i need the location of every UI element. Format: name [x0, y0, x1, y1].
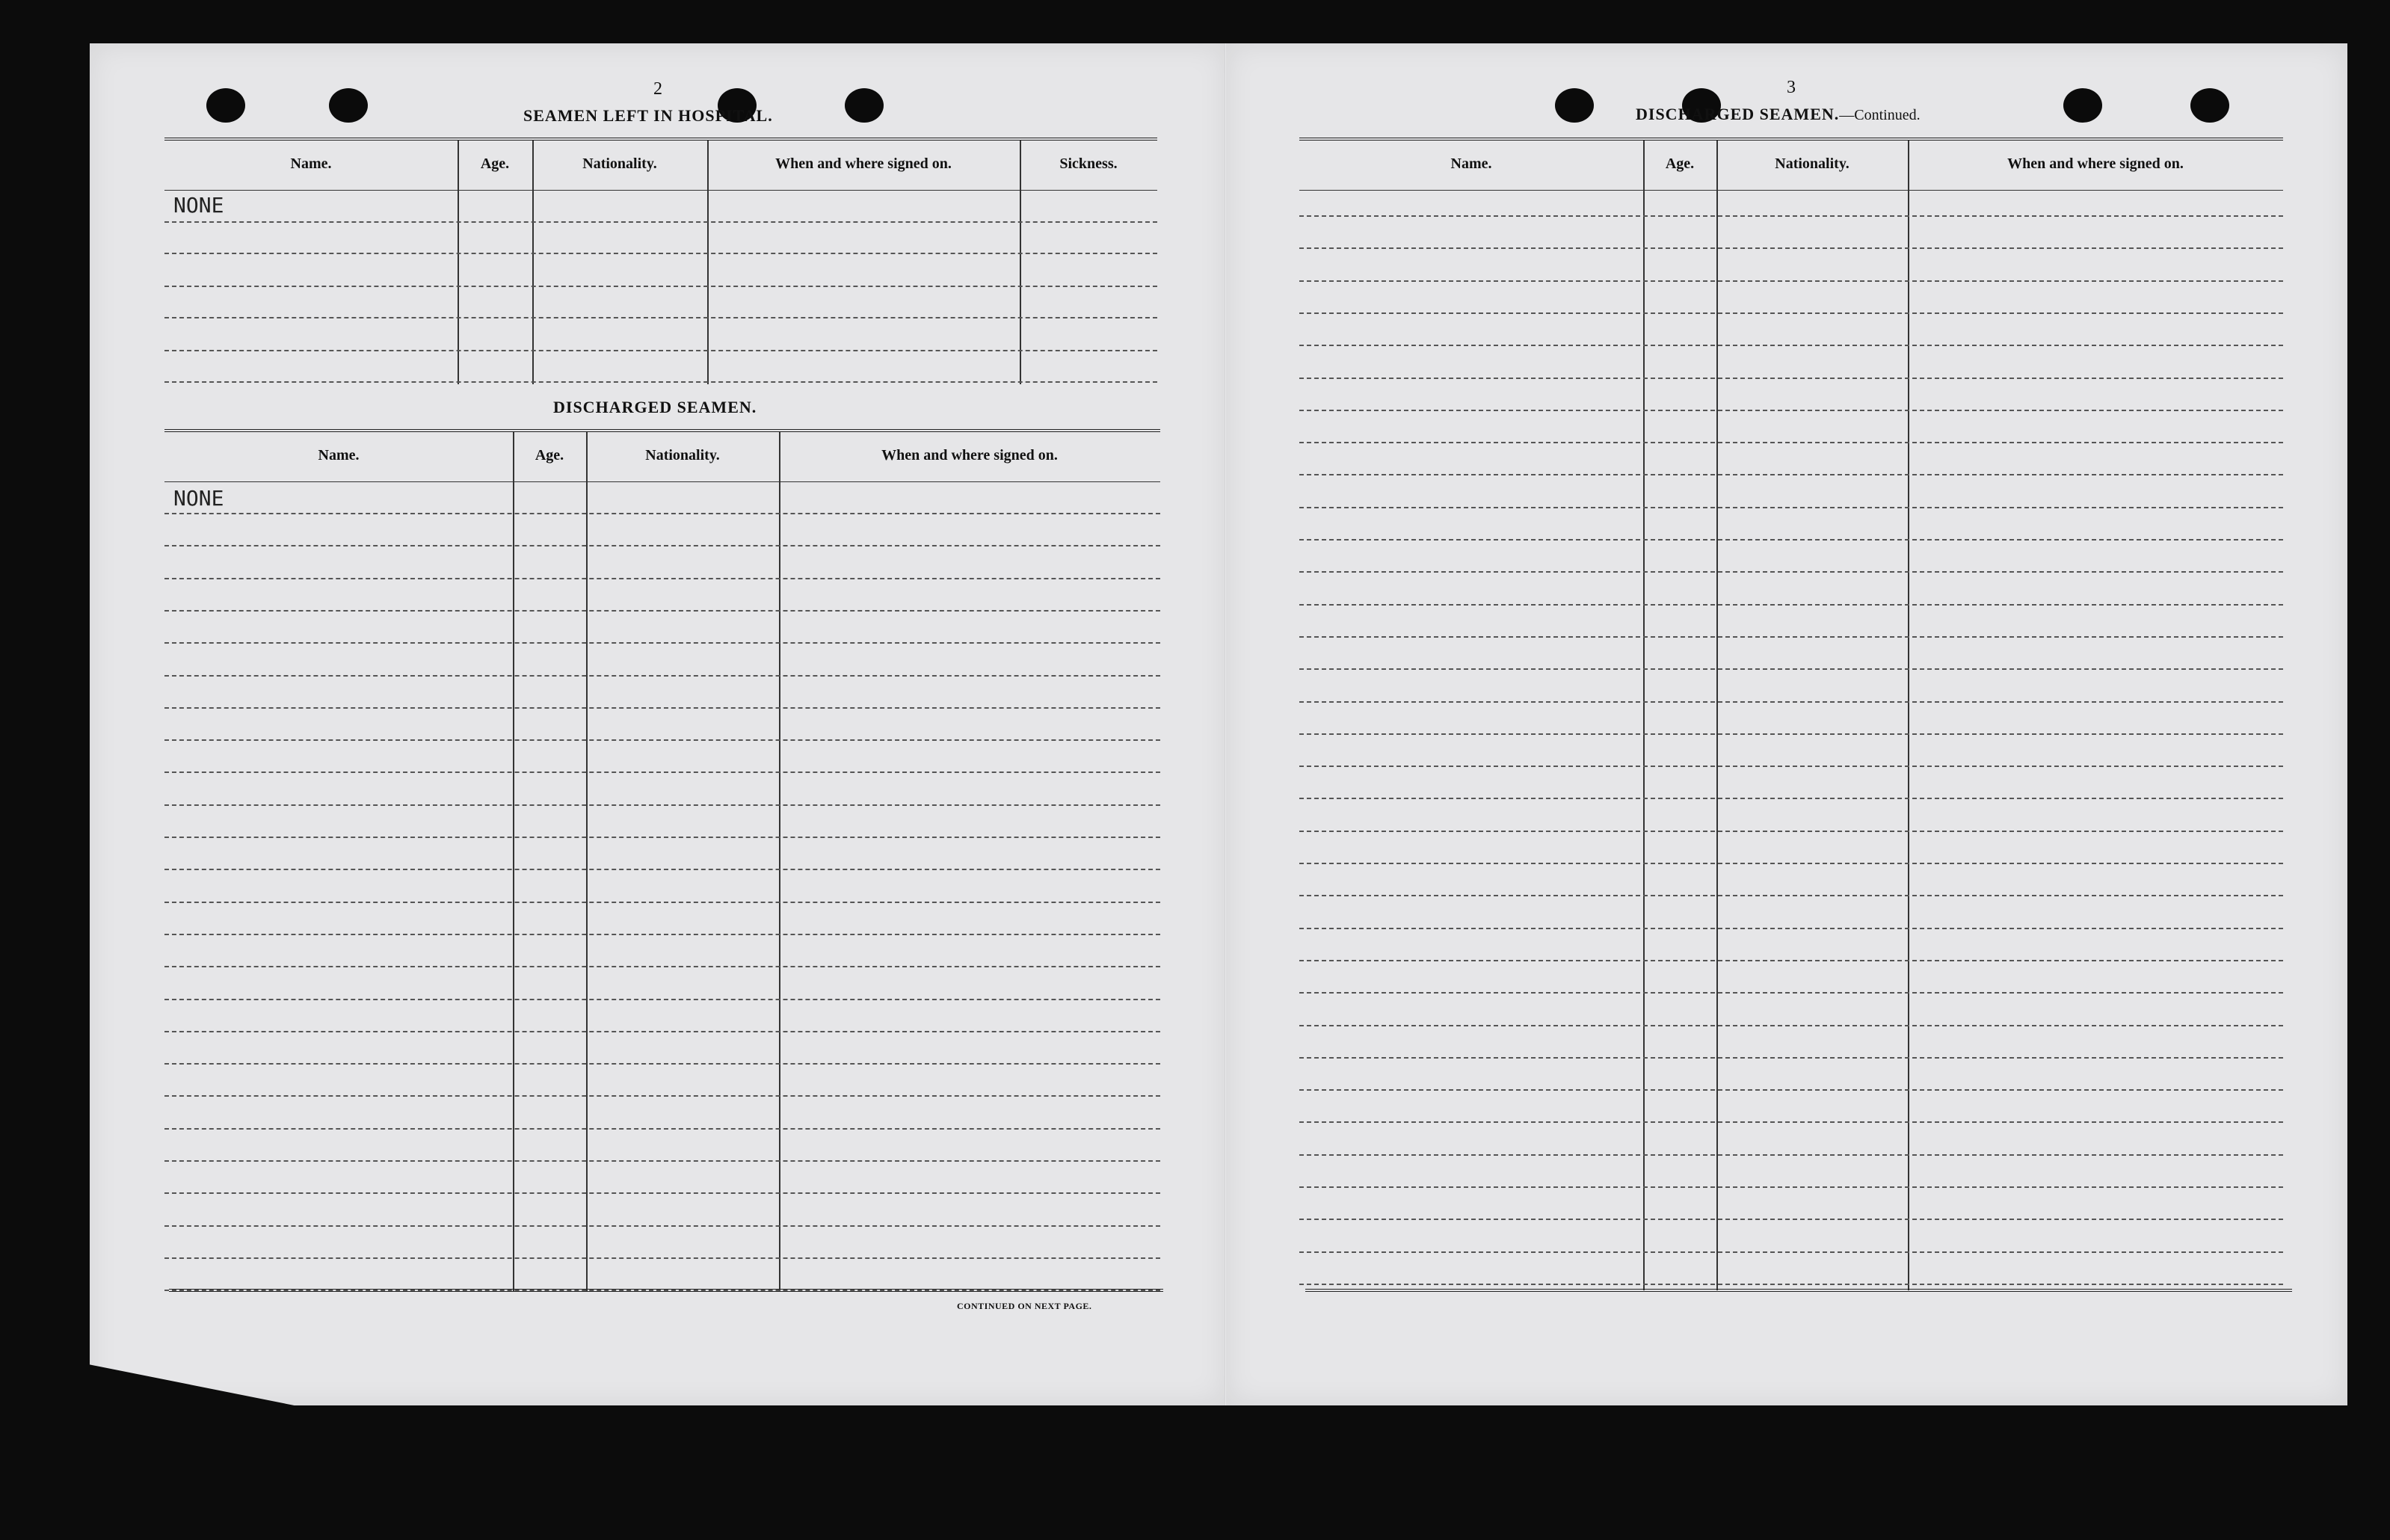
table-row	[1299, 863, 2283, 864]
bottom-rule-right	[1305, 1289, 2292, 1292]
punch-hole	[329, 88, 368, 123]
heading-suffix: —Continued.	[1839, 107, 1921, 123]
table-row	[1299, 798, 2283, 799]
hospital-heading: SEAMEN LEFT IN HOSPITAL.	[523, 106, 773, 125]
discharged-entry: NONE	[173, 486, 224, 511]
table-row	[1299, 1284, 2283, 1285]
table-row	[1299, 1089, 2283, 1091]
table-row	[1299, 571, 2283, 573]
bottom-rule-left	[169, 1289, 1163, 1292]
table-row	[164, 1128, 1160, 1130]
table-row	[1299, 668, 2283, 670]
table-row	[164, 545, 1160, 546]
table-row	[1299, 442, 2283, 443]
table-row	[1299, 928, 2283, 929]
col-header-nationality: Nationality.	[582, 155, 657, 172]
table-row	[164, 1160, 1160, 1162]
table-row	[1299, 1154, 2283, 1156]
table-row	[164, 1192, 1160, 1194]
table-row	[164, 934, 1160, 935]
table-row	[164, 253, 1157, 254]
table-row	[1299, 1025, 2283, 1026]
table-row	[1299, 1057, 2283, 1059]
table-row	[1299, 474, 2283, 475]
table-row	[164, 642, 1160, 644]
table-row	[164, 966, 1160, 967]
table-row	[164, 837, 1160, 838]
table-row	[164, 804, 1160, 806]
punch-hole	[2190, 88, 2229, 123]
table-row	[164, 610, 1160, 612]
continued-note: CONTINUED ON NEXT PAGE.	[957, 1301, 1092, 1311]
heading-text: DISCHARGED SEAMEN.	[1636, 105, 1840, 123]
table-row	[1299, 247, 2283, 249]
table-row	[164, 317, 1157, 318]
table-row	[1299, 410, 2283, 411]
table-row	[164, 771, 1160, 773]
table-row	[164, 739, 1160, 741]
col-header-age: Age.	[480, 155, 510, 172]
page-number-right: 3	[1787, 78, 1796, 97]
table-row	[1299, 539, 2283, 540]
table-row	[164, 513, 1160, 514]
table-row	[164, 350, 1157, 351]
col-header-age: Age.	[535, 447, 564, 463]
table-row	[1299, 831, 2283, 832]
col-header-nationality: Nationality.	[1775, 155, 1850, 172]
col-header-signed-on: When and where signed on.	[881, 447, 1058, 463]
col-header-signed-on: When and where signed on.	[775, 155, 952, 172]
table-row	[1299, 345, 2283, 346]
punch-hole	[206, 88, 245, 123]
table-row	[1299, 507, 2283, 508]
discharged-continued-heading	[1636, 105, 1921, 124]
table-row	[164, 221, 1157, 223]
table-row	[164, 578, 1160, 579]
table-row	[164, 707, 1160, 709]
punch-hole	[845, 88, 884, 123]
table-row	[1299, 960, 2283, 961]
table-row	[1299, 733, 2283, 735]
discharged-continued-table	[1299, 138, 2283, 1292]
table-row	[1299, 1121, 2283, 1123]
table-row	[1299, 604, 2283, 606]
punch-hole	[2063, 88, 2102, 123]
table-row	[164, 1095, 1160, 1097]
col-header-name: Name.	[1450, 155, 1492, 172]
table-row	[164, 286, 1157, 287]
table-row	[1299, 701, 2283, 703]
table-row	[1299, 312, 2283, 314]
page-number-left: 2	[653, 79, 662, 99]
col-header-signed-on: When and where signed on.	[2007, 155, 2184, 172]
discharged-heading: DISCHARGED SEAMEN.	[553, 398, 757, 416]
table-row	[164, 675, 1160, 677]
table-row	[1299, 280, 2283, 282]
table-row	[1299, 1186, 2283, 1188]
col-header-sickness: Sickness.	[1059, 155, 1118, 172]
hospital-table	[164, 138, 1157, 387]
col-header-name: Name.	[318, 447, 360, 463]
table-row	[1299, 895, 2283, 896]
col-header-nationality: Nationality.	[645, 447, 720, 463]
col-header-name: Name.	[290, 155, 332, 172]
table-row	[1299, 1251, 2283, 1253]
table-row	[164, 902, 1160, 903]
table-row	[164, 1031, 1160, 1032]
punch-hole	[1555, 88, 1594, 123]
table-row	[1299, 636, 2283, 638]
table-row	[1299, 766, 2283, 767]
table-row	[164, 1225, 1160, 1227]
table-row	[164, 999, 1160, 1000]
table-row	[164, 1063, 1160, 1065]
table-row	[164, 869, 1160, 870]
table-row	[1299, 378, 2283, 379]
hospital-entry: NONE	[173, 193, 224, 218]
col-header-age: Age.	[1665, 155, 1695, 172]
table-row	[164, 1257, 1160, 1259]
table-row	[1299, 1219, 2283, 1220]
table-row	[1299, 215, 2283, 217]
table-row	[164, 381, 1157, 383]
table-row	[1299, 992, 2283, 994]
discharged-table	[164, 429, 1160, 1293]
